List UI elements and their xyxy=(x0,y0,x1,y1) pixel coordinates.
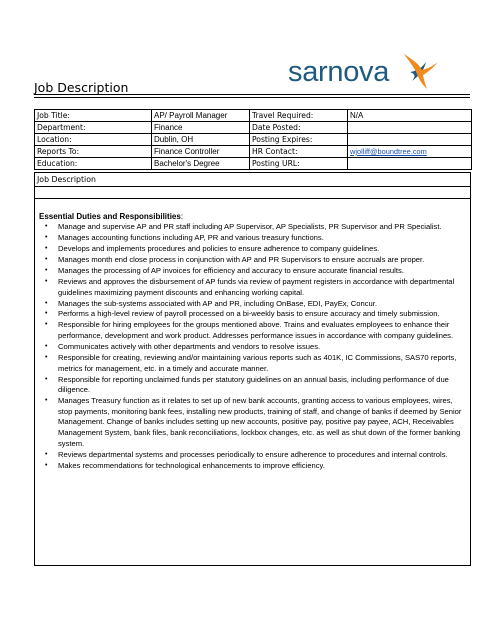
duty-text: Makes recommendations for technological enhancements to improve efficiency. xyxy=(58,460,325,470)
posting-url-value xyxy=(348,158,472,170)
duty-text: Develops and implements procedures and policies to ensure adherence to company guidelines. xyxy=(58,243,380,253)
posting-expires-label: Posting Expires: xyxy=(250,134,348,146)
bullet-icon: • xyxy=(45,343,48,351)
list-item xyxy=(39,450,470,461)
bullet-icon: • xyxy=(45,450,48,458)
header-rule-top xyxy=(34,94,470,95)
duty-text: Responsible for creating, reviewing and/or maintaining various reports such as 401K, IC Commissions, SAS70 reports, metrics for management, etc. in a timely and accurate manner. xyxy=(58,353,457,373)
department-value: Finance xyxy=(152,122,250,134)
list-item xyxy=(39,244,470,255)
bullet-icon: • xyxy=(45,461,48,469)
list-item xyxy=(39,320,470,341)
logo-text: sarnova xyxy=(288,56,390,88)
hr-contact-email-link[interactable]: wjolliff@boundtree.com xyxy=(348,146,472,158)
education-label: Education: xyxy=(35,158,152,170)
job-description-content xyxy=(35,199,470,471)
table-row xyxy=(35,110,472,122)
bullet-icon: • xyxy=(45,277,48,285)
list-item xyxy=(39,233,470,244)
job-info-table xyxy=(34,109,472,170)
duty-text: Performs a high-level review of payroll processed on a bi-weekly basis to ensure accuracy and timely submission. xyxy=(58,309,440,319)
job-title-label: Job Title: xyxy=(35,110,152,122)
bullet-icon: • xyxy=(45,375,48,383)
bullet-icon: • xyxy=(45,321,48,329)
job-description-header: Job Description xyxy=(35,173,470,187)
duty-text: Manages Treasury function as it relates to set up of new bank accounts, granting access to various employees, wires, stop payments, monitoring bank fees, installing new products, training of staff, and change of banks if deemed by Senior Management. Change of banks includes setting up new accounts, positive pay, positive pay payee, ACH, Receivables Management System, bank files, bank reconciliations, lockbox changes, etc. as well as shut down of the former banking system. xyxy=(58,396,462,448)
bullet-icon: • xyxy=(45,310,48,318)
list-item xyxy=(39,266,470,277)
bullet-icon: • xyxy=(45,255,48,263)
hr-contact-label: HR Contact: xyxy=(250,146,348,158)
table-row xyxy=(35,122,472,134)
list-item xyxy=(39,375,470,396)
bullet-icon: • xyxy=(45,397,48,405)
date-posted-value xyxy=(348,122,472,134)
bullet-icon: • xyxy=(45,233,48,241)
page-title: Job Description xyxy=(34,80,129,95)
list-item xyxy=(39,342,470,353)
duty-text: Responsible for hiring employees for the groups mentioned above. Trains and evaluates employees to enhance their performance, development and work product. Addresses performance issues in accordance with company guidelines. xyxy=(58,320,454,341)
reports-to-value: Finance Controller xyxy=(152,146,250,158)
bullet-icon: • xyxy=(45,223,48,230)
department-label: Department: xyxy=(35,122,152,134)
posting-expires-value xyxy=(348,134,472,146)
duty-text: Manage and supervise AP and PR staff including AP Supervisor, AP Specialists, PR Supervisor and PR Specialist. xyxy=(58,222,442,231)
job-description-section xyxy=(34,172,471,566)
list-item xyxy=(39,277,470,298)
duties-list xyxy=(39,222,470,471)
reports-to-label: Reports To: xyxy=(35,146,152,158)
bullet-icon: • xyxy=(45,244,48,252)
table-row xyxy=(35,146,472,158)
bullet-icon: • xyxy=(45,299,48,307)
list-item xyxy=(39,222,470,233)
duty-text: Communicates actively with other departments and vendors to resolve issues. xyxy=(58,342,321,352)
education-value: Bachelor's Degree xyxy=(152,158,250,170)
location-label: Location: xyxy=(35,134,152,146)
table-row xyxy=(35,134,472,146)
travel-required-label: Travel Required: xyxy=(250,110,348,122)
list-item xyxy=(39,461,470,472)
posting-url-label: Posting URL: xyxy=(250,158,348,170)
empty-row xyxy=(35,187,470,199)
list-item xyxy=(39,396,470,449)
travel-required-value: N/A xyxy=(348,110,472,122)
header-rule-bottom xyxy=(34,97,470,98)
list-item xyxy=(39,353,470,374)
sarnova-logo xyxy=(288,50,438,100)
job-title-value: AP/ Payroll Manager xyxy=(152,110,250,122)
duty-text: Reviews and approves the disbursement of AP funds via review of payment registers in accordance with departmental guidelines maximizing payment discounts and enhancing working capital. xyxy=(58,276,455,297)
list-item xyxy=(39,309,470,320)
duty-text: Manages month end close process in conjunction with AP and PR Supervisors to ensure accruals are proper. xyxy=(58,254,425,264)
bullet-icon: • xyxy=(45,354,48,362)
table-row xyxy=(35,158,472,170)
location-value: Dublin, OH xyxy=(152,134,250,146)
list-item xyxy=(39,299,470,310)
list-item xyxy=(39,255,470,266)
duty-text: Manages the processing of AP invoices for efficiency and accuracy to ensure accurate financial results. xyxy=(58,265,404,275)
duty-text: Manages the sub-systems associated with AP and PR, including OnBase, EDI, PayEx, Concur. xyxy=(58,298,377,308)
duties-title-colon: : xyxy=(180,212,184,221)
duty-text: Responsible for reporting unclaimed funds per statutory guidelines on an annual basis, including performance of due diligence. xyxy=(58,374,449,395)
duties-title xyxy=(39,212,470,221)
bullet-icon: • xyxy=(45,266,48,274)
star-logo-icon xyxy=(400,50,440,90)
duty-text: Manages accounting functions including AP, PR and various treasury functions. xyxy=(58,232,324,242)
date-posted-label: Date Posted: xyxy=(250,122,348,134)
duty-text: Reviews departmental systems and processes periodically to ensure adherence to procedures and internal controls. xyxy=(58,449,448,459)
duties-title-text: Essential Duties and Responsibilities xyxy=(39,212,181,221)
